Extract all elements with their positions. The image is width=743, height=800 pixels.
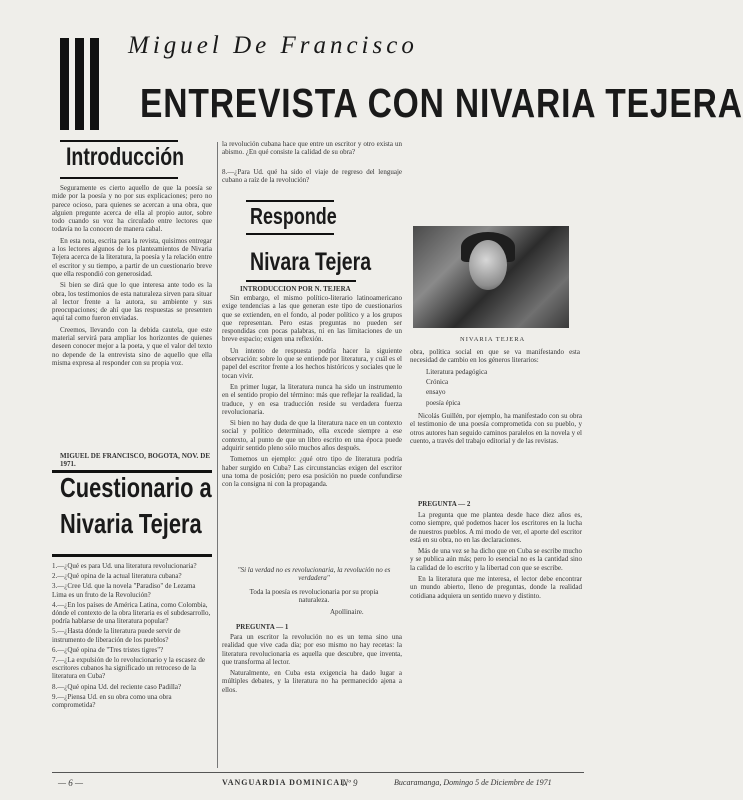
col2-quote1: "Si la verdad no es revolucionaria, la revolución no es verdadera": [237, 566, 391, 583]
author-name: Miguel De Francisco: [128, 32, 418, 59]
intro-paragraph: En esta nota, escrita para la revista, quisimos entregar a los lectores algunos de los planteamientos de Nivaria Tejera acerca de la literatura, la poesía y la relación entre el escritor y su tiempo, a partir de un cuestionario breve que ella respondió con generosidad.: [52, 236, 212, 278]
questionnaire-heading-line1: Cuestionario a: [60, 472, 212, 503]
respond-heading-name: Nivara Tejera: [250, 248, 372, 276]
col2-paragraph: En primer lugar, la literatura nunca ha sido un instrumento en el sentido propio del término: más que reflejar la realidad, la traduce, y en esa traducción reside su verdadera fuerza revolucionaria.: [222, 382, 402, 416]
intro-rule-bottom: [60, 177, 178, 179]
questionnaire-list: [52, 562, 212, 760]
column-divider: [217, 142, 218, 768]
col3-answer-paragraph: La pregunta que me plantea desde hace diez años es, como siempre, qué podemos hacer los escritores en la lucha de nuestros pueblos. A mi modo de ver, el aporte del escritor está en su obra, no en las declaraciones.: [410, 511, 582, 544]
page-title: ENTREVISTA CON NIVARIA TEJERA: [140, 80, 743, 126]
intro-paragraph: Seguramente es cierto aquello de que la poesía se mide por la poesía y no por sus explicaciones; pero no parece ocioso, para quienes se acercan a una obra, que alguien pregunte acerca de ella al propio autor, sobre todo cuando su voz ha circulado entre lectores que todavía no la conocen de manera cabal.: [52, 184, 212, 234]
genre-item: ensayo: [426, 388, 446, 397]
intro-paragraph: Si bien se dirá que lo que interesa ante todo es la obra, los testimonios de esta naturaleza sirven para situar al lector frente a la autora, su ambiente y sus preocupaciones; de ahí que las respuestas se presenten aquí tal como fueron enviadas.: [52, 281, 212, 323]
question-item: 2.—¿Qué opina de la actual literatura cubana?: [52, 572, 182, 581]
col2-quote2: Toda la poesía es revolucionaria por su propia naturaleza.: [249, 588, 379, 605]
col3-paragraph: Nicolás Guillén, por ejemplo, ha manifestado con su obra el testimonio de una poesía comprometida con su pueblo, y otros autores han seguido caminos paralelos en la novela y el cuento, a través del trabajo editorial y de las revistas.: [410, 412, 582, 445]
col2-paragraph: Tomemos un ejemplo: ¿qué otro tipo de literatura podría haber surgido en Cuba? Las circunstancias exigen del escritor una toma de posición; pero esa posición no puede confundirse con la consigna ni con la propaganda.: [222, 455, 402, 489]
question-item: 3.—¿Cree Ud. que la novela "Paradiso" de Lezama Lima es un fruto de la Revolución?: [52, 582, 196, 599]
respond-rule-mid: [246, 233, 334, 235]
col2-paragraph: Si bien no hay duda de que la literatura nace en un contexto social y político determinado, ella excede siempre a ese contexto, al punto de que un libro escrito en una época puede adquirir sentido pleno sólo muchos años después.: [222, 419, 402, 453]
col2-answer-paragraph: Para un escritor la revolución no es un tema sino una realidad que vive cada día; por eso mismo no hay recetas: la literatura revolucionaria es aquella que descubre, que inventa, que transforma al lector.: [222, 633, 402, 666]
intro-rule-top: [60, 140, 178, 142]
col3-answer-paragraph: Más de una vez se ha dicho que en Cuba se escribe mucho y se publica aún más; pero lo esencial no es la cantidad sino la calidad de lo escrito y la libertad con que se escribe.: [410, 547, 582, 572]
question-item: 9.—¿Piensa Ud. en su obra como una obra comprometida?: [52, 692, 172, 710]
photo-face: [469, 240, 507, 290]
col3-intro-line: obra, política social en que se va manifestando esta necesidad de cambio en los géneros literarios:: [410, 348, 580, 365]
author-photo: [413, 226, 569, 328]
respond-heading: Responde: [250, 203, 337, 229]
intro-body: [52, 184, 212, 450]
col3-question2-body: [410, 511, 582, 767]
col3-question2-label: PREGUNTA — 2: [418, 500, 471, 508]
question-item: 7.—¿La expulsión de lo revolucionario y la escasez de escritores cubanos ha significado un retroceso de la literatura en Cuba?: [52, 656, 205, 681]
footer-dateline: Bucaramanga, Domingo 5 de Diciembre de 1971: [394, 778, 552, 787]
col2-question1-body: [222, 633, 402, 767]
intro-paragraph: Creemos, llevando con la debida cautela, que este material servirá para ampliar los horizontes de quienes deseen conocer mejor a la poeta, y que el valor del texto no depende de la entrevista sino de aquello que ella misma expresa al responder con su propia voz.: [52, 325, 212, 367]
footer-page-number: — 6 —: [58, 778, 84, 788]
intro-heading: Introducción: [66, 143, 185, 171]
col2-top-item: 8.—¿Para Ud. qué ha sido el viaje de regreso del lenguaje cubano a raíz de la revolución?: [222, 168, 402, 185]
footer-issue: Nº 9: [342, 778, 358, 788]
footer-publication: VANGUARDIA DOMINICAL: [222, 778, 347, 787]
footer-rule: [52, 772, 584, 773]
col3-genre-list: [426, 368, 566, 412]
col2-section-label: INTRODUCCION POR N. TEJERA: [240, 285, 351, 293]
col2-paragraph: Sin embargo, el mismo político-literario latinoamericano exige tendencias a las que generan este tipo de cuestionarios que se extienden, en el fondo, al poder político y a los grupos que representan. Pero estas preguntas no pueden ser respondidas con pocas palabras, ni en las limitaciones de un breve espacio; exigen una reflexión.: [222, 294, 402, 344]
col2-top-paragraph: la revolución cubana hace que entre un escritor y otro exista un abismo. ¿En qué consiste la calidad de su obra?: [222, 140, 402, 157]
respond-rule-bottom: [246, 280, 356, 282]
question-item: 8.—¿Qué opina Ud. del reciente caso Padilla?: [52, 682, 182, 691]
col2-body: [222, 294, 402, 564]
questionnaire-heading-line2: Nivaria Tejera: [60, 508, 202, 539]
col3-answer-paragraph: En la literatura que me interesa, el lector debe encontrar un mundo abierto, lleno de preguntas, donde la realidad cotidiana adquiera un sentido nuevo y distinto.: [410, 575, 582, 600]
questionnaire-rule-bottom: [52, 554, 212, 557]
header-bars-ornament: [60, 38, 116, 130]
question-item: 6.—¿Qué opina de "Tres tristes tigres"?: [52, 645, 164, 654]
respond-rule-top: [246, 200, 334, 202]
question-item: 4.—¿En los países de América Latina, como Colombia, dónde el contexto de la obra literaria es el subdesarrollo, podría hablarse de una literatura popular?: [52, 600, 211, 626]
col2-paragraph: Un intento de respuesta podría hacer la siguiente observación: sobre lo que se entiende por literatura, y cuál es el papel del escritor frente a los hechos históricos y sociales que le tocan vivir.: [222, 346, 402, 380]
intro-signature: MIGUEL DE FRANCISCO, BOGOTA, NOV. DE 1971.: [60, 452, 210, 469]
question-item: 5.—¿Hasta dónde la literatura puede servir de instrumento de liberación de los pueblos?: [52, 627, 181, 644]
genre-item: Literatura pedagógica: [426, 368, 488, 376]
col2-question1-label: PREGUNTA — 1: [236, 623, 289, 631]
genre-item: poesía épica: [426, 398, 461, 407]
genre-item: Crónica: [426, 378, 449, 387]
col2-quote-attribution: Apollinaire.: [330, 608, 364, 616]
col3-body: [410, 412, 582, 496]
photo-caption: NIVARIA TEJERA: [460, 336, 526, 343]
col2-answer-paragraph: Naturalmente, en Cuba esta exigencia ha dado lugar a múltiples debates, y la literatura no ha permanecido ajena a ellos.: [222, 669, 402, 694]
question-item: 1.—¿Qué es para Ud. una literatura revolucionaria?: [52, 562, 197, 570]
